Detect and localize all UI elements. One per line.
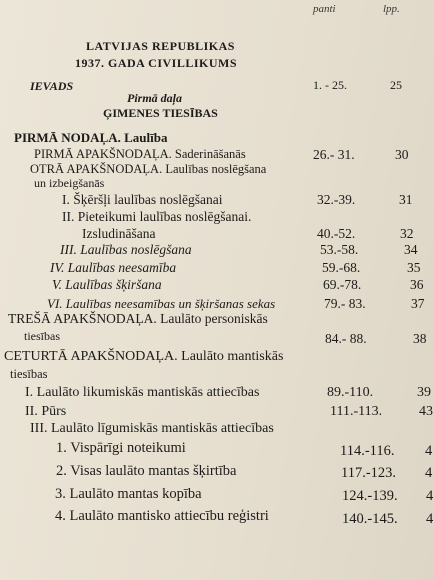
toc-entry-label: I. Šķēršļi laulības noslēgšanai: [62, 192, 223, 207]
toc-entry-label: I. Laulāto likumiskās mantiskās attiecības: [25, 385, 260, 400]
toc-entry-label: II. Pūrs: [25, 404, 67, 419]
title-line-2: 1937. GADA CIVILLIKUMS: [75, 56, 238, 70]
toc-entry-range: 114.-116.: [340, 443, 395, 459]
toc-entry-page: 43: [419, 404, 433, 419]
toc-entry-page: 35: [407, 260, 421, 275]
toc-entry-range: 117.-123.: [341, 465, 397, 481]
toc-entry-range: 59.-68.: [322, 260, 361, 275]
toc-entry-range: 89.-110.: [327, 385, 374, 400]
toc-entry-range: 111.-113.: [330, 404, 383, 419]
toc-entry-range: 124.-139.: [342, 488, 398, 504]
toc-entry-page: 4: [426, 488, 434, 504]
toc-entry-label: V. Laulības šķiršana: [52, 277, 162, 292]
toc-entry-page: 30: [395, 147, 409, 162]
toc-entry-page: 4: [425, 465, 433, 481]
toc-entry-label: 3. Laulāto mantas kopība: [55, 486, 202, 502]
toc-entry-label: un izbeigšanās: [34, 176, 105, 190]
toc-entry-label: II. Pieteikumi laulības noslēgšanai.: [62, 209, 252, 224]
toc-entry-page: 31: [399, 192, 413, 207]
toc-entry-label: IV. Laulības neesamība: [50, 260, 177, 275]
toc-entry-page: 4: [426, 511, 434, 527]
toc-entry-page: 32: [400, 226, 414, 241]
toc-entry-label: 4. Laulāto mantisko attiecību reģistri: [55, 508, 269, 524]
part-label: Pirmā daļa: [127, 91, 183, 105]
toc-entry-range: 140.-145.: [342, 511, 398, 527]
toc-entry-label: III. Laulības noslēgšana: [60, 242, 192, 257]
column-header-lpp: lpp.: [383, 3, 400, 15]
intro-page: 25: [390, 78, 402, 92]
intro-label: IEVADS: [30, 79, 74, 93]
toc-entry-label: OTRĀ APAKŠNODAĻA. Laulības noslēgšana: [30, 162, 267, 176]
toc-entry-range: 69.-78.: [323, 277, 362, 292]
toc-entry-label: CETURTĀ APAKŠNODAĻA. Laulāto mantiskās: [4, 349, 284, 364]
toc-entry-page: 37: [411, 296, 425, 311]
toc-entry-label: VI. Laulības neesamības un šķiršanas sekas: [47, 296, 276, 311]
toc-entry-range: 79.- 83.: [324, 296, 366, 311]
toc-entry-label: tiesības: [10, 367, 48, 381]
toc-entry-range: 26.- 31.: [313, 147, 355, 162]
chapter-heading: PIRMĀ NODAĻA. Laulība: [14, 130, 168, 145]
toc-entry-label: tiesības: [24, 329, 60, 343]
toc-entry-page: 39: [417, 385, 431, 400]
toc-entry-label: PIRMĀ APAKŠNODAĻA. Saderināšanās: [34, 147, 246, 161]
toc-entry-label: III. Laulāto līgumiskās mantiskās attiecības: [30, 421, 274, 436]
toc-entry-label: Izsludināšana: [82, 226, 156, 241]
toc-entry-range: 53.-58.: [320, 242, 359, 257]
toc-entry-page: 38: [413, 331, 427, 346]
toc-entry-page: 34: [404, 242, 418, 257]
toc-entry-range: 84.- 88.: [325, 331, 367, 346]
column-header-panti: panti: [313, 3, 336, 15]
intro-range: 1. - 25.: [313, 78, 347, 92]
title-line-1: LATVIJAS REPUBLIKAS: [86, 39, 235, 53]
toc-entry-label: 2. Visas laulāto mantas šķirtība: [56, 463, 237, 479]
toc-entry-range: 32.-39.: [317, 192, 356, 207]
toc-entry-page: 4: [425, 443, 433, 459]
toc-entry-range: 40.-52.: [317, 226, 356, 241]
toc-entry-page: 36: [410, 277, 424, 292]
part-name: ĢIMENES TIESĪBAS: [103, 106, 218, 120]
toc-entry-label: TREŠĀ APAKŠNODAĻA. Laulāto personiskās: [8, 311, 268, 326]
toc-entry-label: 1. Vispārīgi noteikumi: [56, 440, 186, 456]
